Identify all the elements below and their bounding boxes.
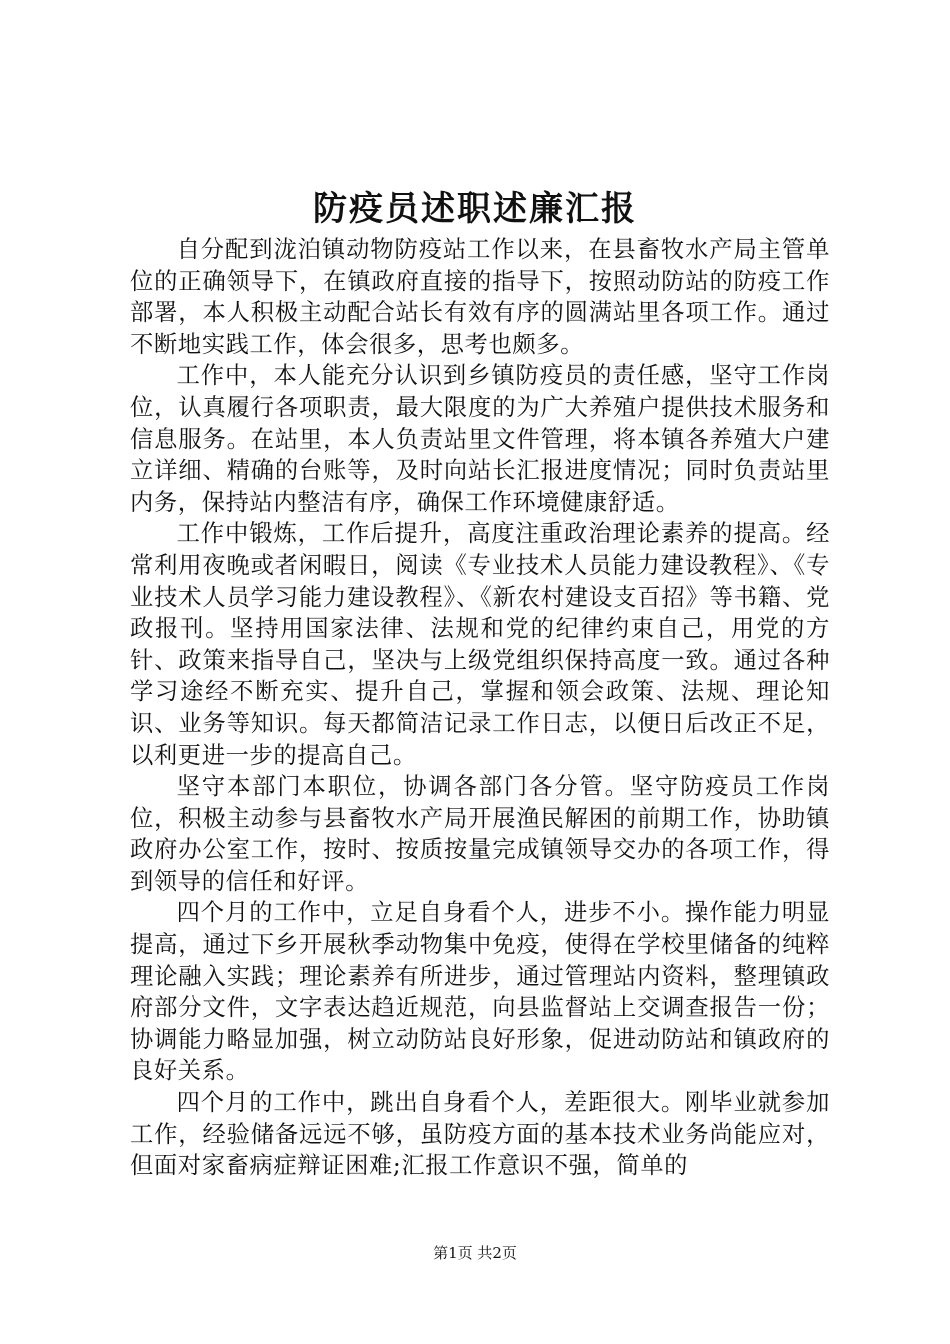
document-title: 防疫员述职述廉汇报 <box>313 189 637 229</box>
paragraph: 四个月的工作中，立足自身看个人，进步不小。操作能力明显提高，通过下乡开展秋季动物集中免疫，使得在学校里储备的纯粹理论融入实践；理论素养有所进步，通过管理站内资料，整理镇政府部分文件，文字表达趋近规范，向县监督站上交调查报告一份；协调能力略显加强，树立动防站良好形象，促进动防站和镇政府的良好关系。 <box>130 899 830 1085</box>
paragraph: 自分配到泷泊镇动物防疫站工作以来，在县畜牧水产局主管单位的正确领导下，在镇政府直接的指导下，按照动防站的防疫工作部署，本人积极主动配合站长有效有序的圆满站里各项工作。通过不断地实践工作，体会很多，思考也颇多。 <box>130 236 830 358</box>
page-number-footer: 第1页 共2页 <box>433 1244 517 1262</box>
paragraph: 四个月的工作中，跳出自身看个人，差距很大。刚毕业就参加工作，经验储备远远不够，虽防疫方面的基本技术业务尚能应对，但面对家畜病症辩证困难;汇报工作意识不强，简单的 <box>130 1089 830 1180</box>
paragraph: 工作中，本人能充分认识到乡镇防疫员的责任感，坚守工作岗位，认真履行各项职责，最大限度的为广大养殖户提供技术服务和信息服务。在站里，本人负责站里文件管理，将本镇各养殖大户建立详细、精确的台账等，及时向站长汇报进度情况；同时负责站里内务，保持站内整洁有序，确保工作环境健康舒适。 <box>130 362 830 516</box>
paragraph: 坚守本部门本职位，协调各部门各分管。坚守防疫员工作岗位，积极主动参与县畜牧水产局开展渔民解困的前期工作，协助镇政府办公室工作，按时、按质按量完成镇领导交办的各项工作，得到领导的信任和好评。 <box>130 773 830 895</box>
paragraph: 工作中锻炼，工作后提升，高度注重政治理论素养的提高。经常利用夜晚或者闲暇日，阅读《专业技术人员能力建设教程》、《专业技术人员学习能力建设教程》、《新农村建设支百招》等书籍、党政报刊。坚持用国家法律、法规和党的纪律约束自己，用党的方针、政策来指导自己，坚决与上级党组织保持高度一致。通过各种学习途经不断充实、提升自己，掌握和领会政策、法规、理论知识、业务等知识。每天都简洁记录工作日志，以便日后改正不足，以利更进一步的提高自己。 <box>130 520 830 769</box>
document-body <box>130 234 830 1182</box>
